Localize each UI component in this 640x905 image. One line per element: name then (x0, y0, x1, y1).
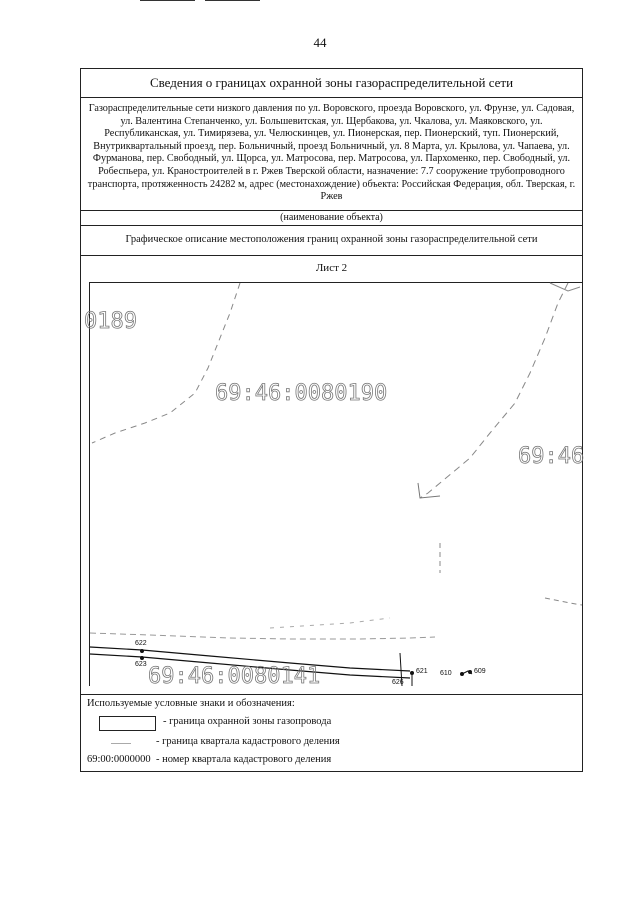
point-621-marker (410, 671, 414, 675)
legend-item-zone-text: - граница охранной зоны газопровода (163, 716, 332, 727)
legend-item-number-text: - номер квартала кадастрового деления (156, 754, 332, 765)
boundary-mid (270, 618, 390, 628)
legend (81, 695, 582, 773)
object-name-label: (наименование объекта) (81, 211, 582, 226)
point-623-label: 623 (135, 661, 147, 668)
cadastral-label-right: 69:46 (518, 444, 585, 469)
point-622-marker (140, 649, 144, 653)
point-623-marker (140, 656, 144, 660)
top-rule-right (205, 0, 260, 1)
document-title: Сведения о границах охранной зоны газораспределительной сети (81, 69, 582, 98)
point-609-marker (468, 670, 472, 674)
boundary-bottom (90, 633, 435, 639)
point-626-label: 626 (392, 679, 404, 686)
cadastral-label-bottom: 69:46:0080141 (148, 664, 321, 689)
object-description: Газораспределительные сети низкого давления по ул. Воровского, проезда Воровского, ул. Фрунзе, ул. Садовая, ул. Валентина Степанченко, ул. Большевитская, ул. Щербакова, ул. Чкалова, ул. Маяковского, ул. Республиканская, ул. Тимирязева, ул. Челюскинцев, ул. Пионерская, пер. Пионерский, туп. Пионерский, Внутриквартальный проезд, пер. Больничный, проезд Больничный, ул. 8 Марта, ул. Крылова, ул. Чапаева, ул. Фурманова, пер. Свободный, ул. Щорса, ул. Матросова, пер. Матросова, ул. Пархоменко, пер. Свободный, ул. Робеспьера, ул. Краностроителей в г. Ржев Тверской области, назначение: 7.7 сооружение трубопроводного транспорта, протяженность 24282 м, адрес (местонахождение) объекта: Российская Федерация, обл. Тверская, г. Ржев (81, 98, 582, 211)
top-rule-left (140, 0, 195, 1)
point-610-label: 610 (440, 670, 452, 677)
quarter-boundary-symbol (111, 743, 131, 744)
point-621-label: 621 (416, 668, 428, 675)
map-cell (81, 256, 585, 695)
quarter-number-code: 69:00:0000000 (87, 754, 151, 765)
cadastral-label-left: 0189 (84, 309, 137, 334)
document-frame (80, 68, 583, 772)
graphic-description-heading: Графическое описание местоположения границ охранной зоны газораспределительной сети (81, 226, 582, 256)
boundary-left (92, 283, 240, 443)
cadastral-map (84, 282, 585, 689)
boundary-right-lower (440, 543, 582, 605)
cadastral-label-center: 69:46:0080190 (215, 381, 388, 406)
point-610-marker (460, 672, 464, 676)
legend-title: Используемые условные знаки и обозначения: (87, 698, 295, 709)
map-drawing (84, 283, 585, 689)
page-number: 44 (313, 35, 327, 50)
sheet-label: Лист 2 (315, 262, 348, 274)
boundary-corner (550, 283, 580, 291)
point-622-label: 622 (135, 640, 147, 647)
zone-boundary-symbol (99, 716, 156, 731)
legend-item-quarter-text: - граница квартала кадастрового деления (156, 736, 340, 747)
point-609-label: 609 (474, 668, 486, 675)
